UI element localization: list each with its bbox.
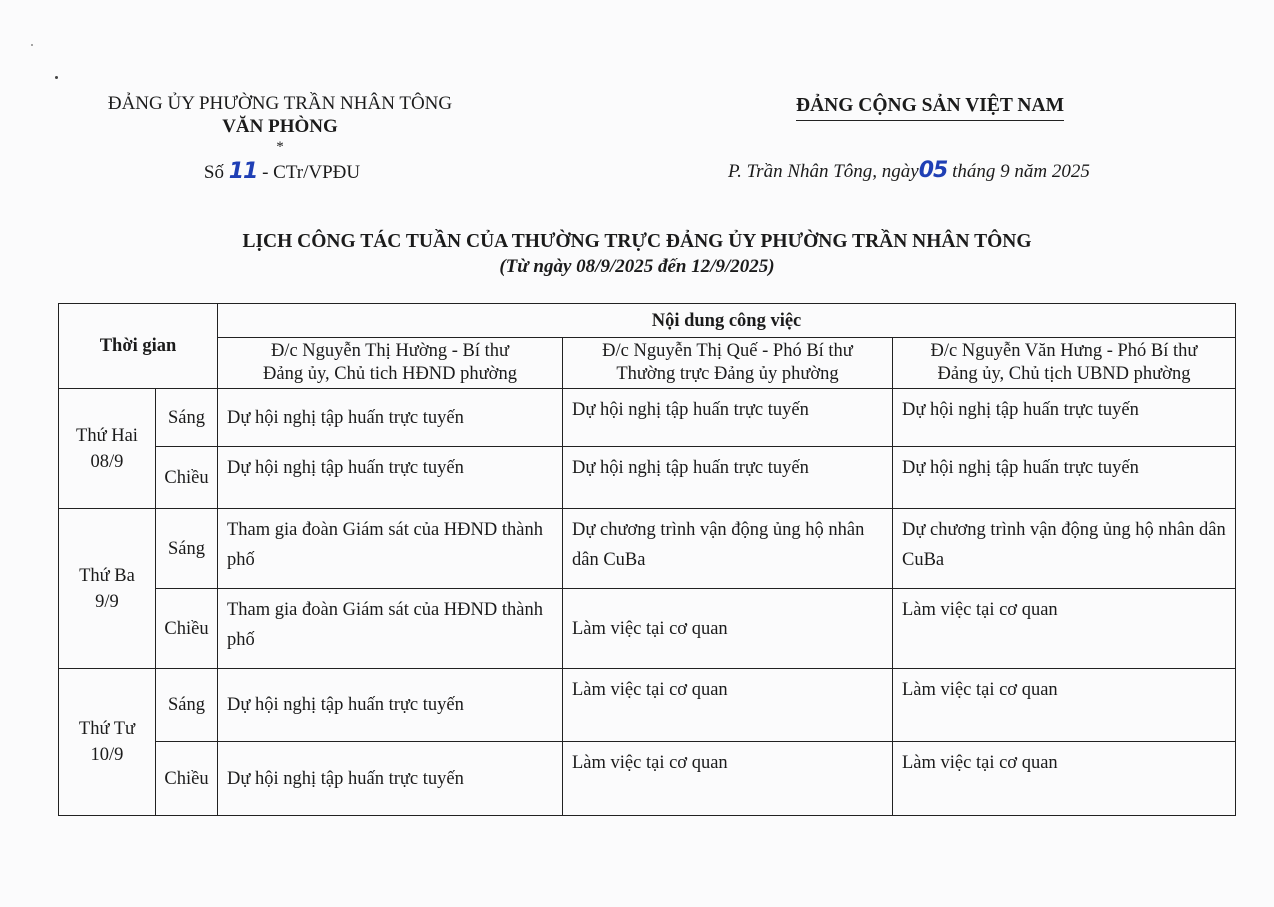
document-number — [60, 160, 500, 184]
day-cell — [59, 509, 156, 669]
star-mark: * — [276, 139, 284, 155]
day-cell — [59, 389, 156, 509]
time-header: Thời gian — [59, 304, 218, 389]
task-cell: Dự hội nghị tập huấn trực tuyến — [218, 447, 563, 509]
task-cell: Dự hội nghị tập huấn trực tuyến — [218, 742, 563, 816]
person-header-line: Thường trực Đảng ủy phường — [616, 364, 839, 384]
day-name: Thứ Ba — [79, 565, 135, 586]
task-cell: Tham gia đoàn Giám sát của HĐND thành phố — [218, 509, 563, 589]
table-row — [59, 447, 1236, 509]
day-name: Thứ Hai — [76, 425, 138, 446]
table-row — [59, 389, 1236, 447]
date-line — [728, 158, 1168, 183]
party-header — [690, 95, 1170, 121]
date-suffix: tháng 9 năm 2025 — [952, 161, 1090, 182]
task-cell: Dự hội nghị tập huấn trực tuyến — [218, 669, 563, 742]
person-header — [563, 338, 893, 389]
day-cell — [59, 669, 156, 816]
person-header — [218, 338, 563, 389]
document-title — [0, 229, 1274, 279]
day-date: 9/9 — [95, 591, 119, 612]
task-cell: Dự hội nghị tập huấn trực tuyến — [563, 389, 893, 447]
task-cell: Làm việc tại cơ quan — [893, 589, 1236, 669]
task-cell: Làm việc tại cơ quan — [563, 589, 893, 669]
day-date: 10/9 — [90, 745, 124, 765]
session-label: Sáng — [156, 389, 218, 447]
table-row — [59, 509, 1236, 589]
day-date: 08/9 — [90, 451, 124, 472]
person-header-line: Đ/c Nguyễn Thị Hường - Bí thư — [270, 341, 510, 361]
task-cell: Dự chương trình vận động ủng hộ nhân dân CuBa — [563, 509, 893, 589]
task-cell: Làm việc tại cơ quan — [563, 669, 893, 742]
session-label: Chiều — [156, 589, 218, 669]
content-header: Nội dung công việc — [218, 304, 1236, 338]
office-name: VĂN PHÒNG — [222, 116, 338, 137]
title-sub: (Từ ngày 08/9/2025 đến 12/9/2025) — [499, 256, 775, 277]
scan-speck — [31, 44, 33, 46]
task-cell: Làm việc tại cơ quan — [893, 742, 1236, 816]
doc-number-prefix: Số — [203, 162, 224, 183]
table-row — [59, 669, 1236, 742]
person-header-line: Đảng ủy, Chủ tich HĐND phường — [263, 364, 517, 384]
handwritten-day: 05 — [918, 158, 948, 183]
person-header-line: Đ/c Nguyễn Văn Hưng - Phó Bí thư — [930, 341, 1198, 361]
session-label: Chiều — [156, 742, 218, 816]
person-header — [893, 338, 1236, 389]
person-header-row — [59, 338, 1236, 389]
organization-name: ĐẢNG ỦY PHƯỜNG TRẦN NHÂN TÔNG — [107, 93, 453, 114]
session-label: Chiều — [156, 447, 218, 509]
table-header-row — [59, 304, 1236, 338]
date-prefix: P. Trần Nhân Tông, ngày — [728, 161, 919, 182]
party-name: ĐẢNG CỘNG SẢN VIỆT NAM — [796, 95, 1064, 121]
session-label: Sáng — [156, 509, 218, 589]
person-header-line: Đ/c Nguyễn Thị Quế - Phó Bí thư — [602, 341, 853, 361]
schedule-table — [58, 303, 1236, 816]
scan-speck — [55, 76, 58, 79]
task-cell: Dự hội nghị tập huấn trực tuyến — [563, 447, 893, 509]
task-cell: Dự hội nghị tập huấn trực tuyến — [893, 447, 1236, 509]
title-main: LỊCH CÔNG TÁC TUẦN CỦA THƯỜNG TRỰC ĐẢNG ỦY PHƯỜNG TRẦN NHÂN TÔNG — [242, 231, 1032, 252]
session-label: Sáng — [156, 669, 218, 742]
task-cell: Làm việc tại cơ quan — [563, 742, 893, 816]
table-row — [59, 589, 1236, 669]
person-header-line: Đảng ủy, Chủ tịch UBND phường — [937, 364, 1191, 384]
task-cell: Dự chương trình vận động ủng hộ nhân dân CuBa — [893, 509, 1236, 589]
handwritten-number: 11 — [228, 159, 258, 184]
doc-number-suffix: - CTr/VPĐU — [262, 162, 361, 183]
task-cell: Làm việc tại cơ quan — [893, 669, 1236, 742]
task-cell: Dự hội nghị tập huấn trực tuyến — [893, 389, 1236, 447]
table-row — [59, 742, 1236, 816]
issuer-block — [60, 92, 500, 184]
task-cell: Dự hội nghị tập huấn trực tuyến — [218, 389, 563, 447]
task-cell: Tham gia đoàn Giám sát của HĐND thành phố — [218, 589, 563, 669]
day-name: Thứ Tư — [78, 719, 136, 739]
